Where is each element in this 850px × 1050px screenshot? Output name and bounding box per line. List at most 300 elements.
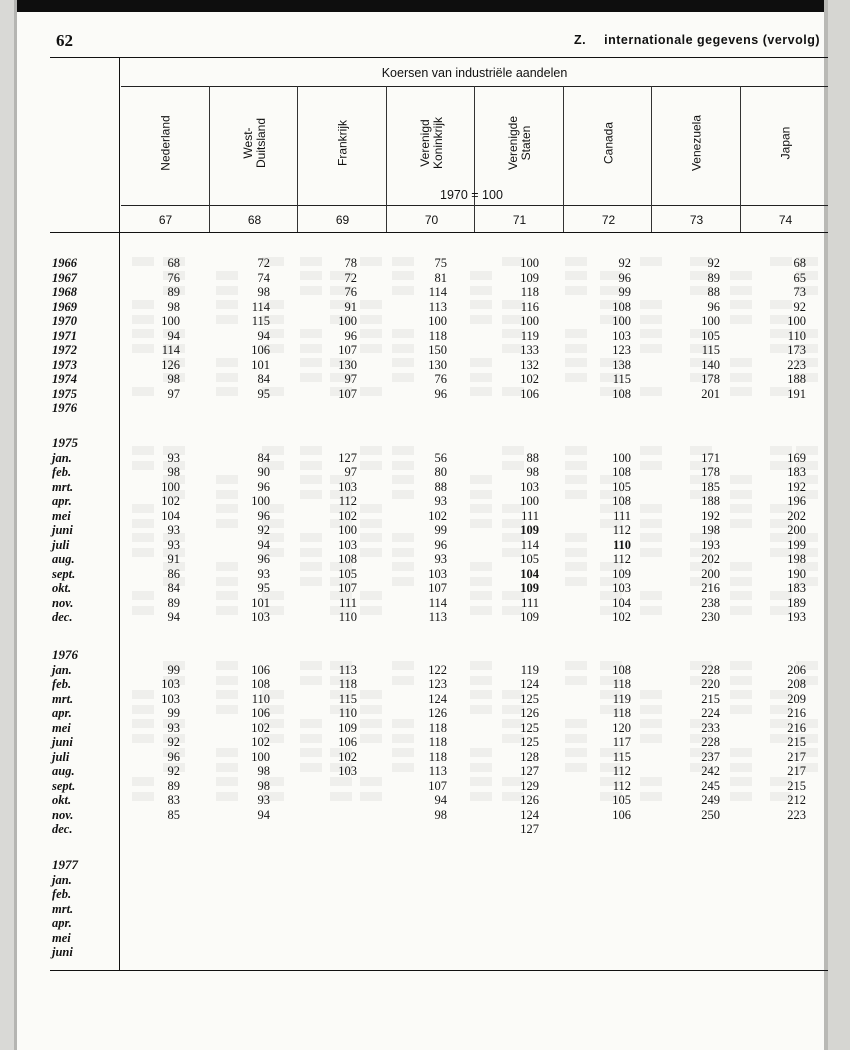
table-cell: 108 xyxy=(338,552,357,566)
show-through-mark xyxy=(730,315,752,324)
show-through-mark xyxy=(565,271,587,280)
column-number: 70 xyxy=(424,213,439,227)
column-number: 74 xyxy=(778,213,793,227)
table-cell: 130 xyxy=(428,357,447,372)
table-cell: 215 xyxy=(701,691,720,706)
table-cell: 189 xyxy=(787,595,806,610)
column-header-label: West- Duitsland xyxy=(240,117,268,169)
table-cell: 114 xyxy=(251,299,270,314)
show-through-mark xyxy=(640,461,662,470)
show-through-mark xyxy=(330,777,352,786)
table-cell: 130 xyxy=(338,357,357,372)
table-cell: 72 xyxy=(257,256,270,270)
table-cell: 102 xyxy=(612,610,631,624)
show-through-mark xyxy=(640,519,662,528)
table-cell: 83 xyxy=(167,793,180,807)
show-through-mark xyxy=(470,763,492,772)
table-cell: 102 xyxy=(338,749,357,764)
table-cell: 113 xyxy=(428,299,447,314)
show-through-mark xyxy=(640,548,662,557)
table-cell: 98 xyxy=(526,465,539,479)
show-through-mark xyxy=(360,387,382,396)
show-through-mark xyxy=(640,734,662,743)
table-cell: 109 xyxy=(520,610,539,624)
show-through-mark xyxy=(730,661,752,670)
table-cell: 92 xyxy=(257,523,270,537)
table-cell: 84 xyxy=(257,450,270,465)
show-through-mark xyxy=(565,329,587,338)
show-through-mark xyxy=(565,748,587,757)
table-cell: 95 xyxy=(257,386,270,401)
table-cell: 102 xyxy=(251,720,270,735)
show-through-mark xyxy=(565,661,587,670)
table-cell: 96 xyxy=(167,749,180,764)
table-cell: 118 xyxy=(428,735,447,749)
show-through-mark xyxy=(640,387,662,396)
table-cell: 78 xyxy=(344,256,357,270)
show-through-mark xyxy=(470,562,492,571)
table-cell: 120 xyxy=(612,720,631,735)
row-label: sept. xyxy=(52,778,76,793)
table-cell: 118 xyxy=(612,706,631,720)
table-cell: 88 xyxy=(526,450,539,465)
table-cell: 118 xyxy=(338,677,357,691)
show-through-mark xyxy=(360,690,382,699)
table-cell: 112 xyxy=(338,494,357,508)
table-cell: 217 xyxy=(787,749,806,764)
table-cell: 91 xyxy=(167,552,180,566)
table-cell: 128 xyxy=(520,749,539,764)
row-label: mrt. xyxy=(52,479,74,494)
table-cell: 92 xyxy=(707,256,720,270)
table-cell: 202 xyxy=(787,508,806,523)
table-cell: 81 xyxy=(434,270,447,285)
block-year-label: 1976 xyxy=(52,647,78,662)
table-cell: 123 xyxy=(428,677,447,691)
show-through-mark xyxy=(640,690,662,699)
show-through-mark xyxy=(470,387,492,396)
table-cell: 199 xyxy=(787,537,806,552)
table-cell: 96 xyxy=(618,270,631,285)
table-cell: 74 xyxy=(257,270,270,285)
table-cell: 200 xyxy=(787,523,806,537)
table-cell: 109 xyxy=(520,270,539,285)
table-cell: 183 xyxy=(787,465,806,479)
table-cell: 193 xyxy=(787,610,806,624)
show-through-mark xyxy=(565,286,587,295)
table-cell: 92 xyxy=(167,764,180,778)
row-label: juni xyxy=(52,945,73,959)
row-label: dec. xyxy=(52,610,73,624)
table-cell: 116 xyxy=(520,299,539,314)
table-cell: 100 xyxy=(520,494,539,508)
table-cell: 100 xyxy=(338,314,357,328)
row-label: 1968 xyxy=(52,285,77,299)
table-cell: 198 xyxy=(701,523,720,537)
table-cell: 73 xyxy=(793,285,806,299)
table-cell: 111 xyxy=(521,595,539,610)
show-through-mark xyxy=(565,562,587,571)
table-cell: 103 xyxy=(612,581,631,595)
table-cell: 85 xyxy=(167,807,180,822)
show-through-mark xyxy=(640,705,662,714)
show-through-mark xyxy=(470,358,492,367)
row-label: juni xyxy=(52,735,73,749)
table-cell: 94 xyxy=(257,328,270,343)
table-cell: 233 xyxy=(701,720,720,735)
table-cell: 56 xyxy=(434,450,447,465)
table-cell: 112 xyxy=(612,523,631,537)
show-through-mark xyxy=(360,446,382,455)
row-label: feb. xyxy=(52,887,72,901)
show-through-mark xyxy=(360,300,382,309)
table-cell: 188 xyxy=(701,494,720,508)
table-cell: 112 xyxy=(612,778,631,793)
show-through-mark xyxy=(360,257,382,266)
table-cell: 242 xyxy=(701,764,720,778)
table-cell: 105 xyxy=(612,479,631,494)
table-cell: 106 xyxy=(251,343,270,357)
column-number: 72 xyxy=(601,213,616,227)
table-cell: 201 xyxy=(701,386,720,401)
table-cell: 108 xyxy=(251,677,270,691)
table-cell: 192 xyxy=(787,479,806,494)
show-through-mark xyxy=(640,606,662,615)
row-label: 1970 xyxy=(52,314,77,328)
table-cell: 198 xyxy=(787,552,806,566)
show-through-mark xyxy=(470,690,492,699)
row-label: apr. xyxy=(52,706,72,720)
show-through-mark xyxy=(360,344,382,353)
row-label: 1971 xyxy=(52,328,77,343)
row-label: mei xyxy=(52,720,71,735)
column-number: 73 xyxy=(689,213,704,227)
table-cell: 93 xyxy=(167,523,180,537)
table-cell: 80 xyxy=(434,465,447,479)
row-label: aug. xyxy=(52,552,75,566)
table-cell: 105 xyxy=(612,793,631,807)
table-cell: 228 xyxy=(701,735,720,749)
show-through-mark xyxy=(565,548,587,557)
table-cell: 183 xyxy=(787,581,806,595)
table-cell: 100 xyxy=(161,314,180,328)
show-through-mark xyxy=(360,548,382,557)
show-through-mark xyxy=(565,461,587,470)
show-through-mark xyxy=(470,504,492,513)
column-header-label: Nederland xyxy=(158,115,172,171)
show-through-mark xyxy=(640,329,662,338)
chapter-title: internationale gegevens xyxy=(604,33,759,47)
table-cell: 110 xyxy=(338,610,357,624)
table-cell: 109 xyxy=(338,720,357,735)
table-cell: 127 xyxy=(338,450,357,465)
table-cell: 107 xyxy=(338,581,357,595)
row-label: apr. xyxy=(52,916,72,930)
row-label: jan. xyxy=(52,872,72,887)
column-header-label: Venezuela xyxy=(689,114,703,172)
table-cell: 109 xyxy=(520,523,539,537)
row-label: nov. xyxy=(52,595,74,610)
table-cell: 102 xyxy=(338,508,357,523)
table-cell: 94 xyxy=(167,610,180,624)
table-cell: 216 xyxy=(787,720,806,735)
table-cell: 89 xyxy=(707,270,720,285)
table-cell: 100 xyxy=(428,314,447,328)
table-cell: 93 xyxy=(257,566,270,581)
table-cell: 105 xyxy=(520,552,539,566)
table-cell: 100 xyxy=(338,523,357,537)
table-cell: 97 xyxy=(344,465,357,479)
show-through-mark xyxy=(470,676,492,685)
show-through-mark xyxy=(470,661,492,670)
column-number: 68 xyxy=(247,213,262,227)
table-cell: 98 xyxy=(167,465,180,479)
table-cell: 122 xyxy=(428,662,447,677)
row-label: nov. xyxy=(52,807,74,822)
row-label: okt. xyxy=(52,793,72,807)
show-through-mark xyxy=(730,577,752,586)
table-cell: 217 xyxy=(787,764,806,778)
column-header xyxy=(121,92,210,194)
table-cell: 98 xyxy=(167,372,180,386)
table-cell: 96 xyxy=(707,299,720,314)
show-through-mark xyxy=(640,300,662,309)
table-cell: 133 xyxy=(520,343,539,357)
table-cell: 107 xyxy=(338,343,357,357)
table-cell: 192 xyxy=(701,508,720,523)
show-through-mark xyxy=(730,271,752,280)
table-cell: 100 xyxy=(612,450,631,465)
table-cell: 94 xyxy=(257,537,270,552)
show-through-mark xyxy=(640,719,662,728)
table-cell: 216 xyxy=(787,706,806,720)
table-cell: 102 xyxy=(428,508,447,523)
show-through-mark xyxy=(640,257,662,266)
table-cell: 104 xyxy=(161,508,180,523)
show-through-mark xyxy=(360,734,382,743)
table-cell: 178 xyxy=(701,465,720,479)
table-cell: 75 xyxy=(434,256,447,270)
table-cell: 124 xyxy=(520,677,539,691)
table-cell: 84 xyxy=(167,581,180,595)
show-through-mark xyxy=(730,777,752,786)
column-header xyxy=(652,92,741,194)
show-through-mark xyxy=(565,577,587,586)
table-cell: 97 xyxy=(167,386,180,401)
show-through-mark xyxy=(470,519,492,528)
table-cell: 94 xyxy=(434,793,447,807)
table-cell: 223 xyxy=(787,807,806,822)
table-cell: 84 xyxy=(257,372,270,386)
table-cell: 114 xyxy=(520,537,539,552)
row-label: 1973 xyxy=(52,357,77,372)
table-cell: 238 xyxy=(701,595,720,610)
row-label: jan. xyxy=(52,450,72,465)
table-cell: 96 xyxy=(344,328,357,343)
show-through-mark xyxy=(640,792,662,801)
show-through-mark xyxy=(640,504,662,513)
table-cell: 98 xyxy=(167,299,180,314)
show-through-mark xyxy=(565,490,587,499)
table-cell: 108 xyxy=(612,662,631,677)
show-through-mark xyxy=(730,387,752,396)
column-number: 67 xyxy=(158,213,173,227)
table-cell: 100 xyxy=(161,479,180,494)
table-cell: 100 xyxy=(701,314,720,328)
table-cell: 113 xyxy=(428,764,447,778)
table-cell: 94 xyxy=(257,807,270,822)
show-through-mark xyxy=(330,792,352,801)
table-cell: 113 xyxy=(428,610,447,624)
table-cell: 96 xyxy=(257,479,270,494)
row-label: 1966 xyxy=(52,256,77,270)
show-through-mark xyxy=(730,358,752,367)
table-cell: 100 xyxy=(520,256,539,270)
table-cell: 103 xyxy=(338,479,357,494)
table-cell: 93 xyxy=(434,552,447,566)
table-cell: 150 xyxy=(428,343,447,357)
table-cell: 111 xyxy=(521,508,539,523)
table-cell: 106 xyxy=(612,807,631,822)
row-label: juni xyxy=(52,523,73,537)
table-cell: 104 xyxy=(612,595,631,610)
table-cell: 140 xyxy=(701,357,720,372)
show-through-mark xyxy=(730,591,752,600)
show-through-mark xyxy=(730,606,752,615)
show-through-mark xyxy=(470,748,492,757)
show-through-mark xyxy=(470,792,492,801)
table-cell: 99 xyxy=(434,523,447,537)
table-cell: 102 xyxy=(520,372,539,386)
table-cell: 118 xyxy=(612,677,631,691)
show-through-mark xyxy=(640,591,662,600)
row-label: aug. xyxy=(52,764,75,778)
table-cell: 103 xyxy=(338,764,357,778)
table-cell: 126 xyxy=(520,706,539,720)
show-through-mark xyxy=(565,533,587,542)
table-cell: 110 xyxy=(787,328,806,343)
table-cell: 191 xyxy=(787,386,806,401)
show-through-mark xyxy=(640,315,662,324)
show-through-mark xyxy=(470,777,492,786)
show-through-mark xyxy=(730,373,752,382)
table-cell: 114 xyxy=(428,595,447,610)
table-cell: 115 xyxy=(338,691,357,706)
table-cell: 100 xyxy=(787,314,806,328)
table-cell: 101 xyxy=(251,357,270,372)
row-label: 1974 xyxy=(52,372,77,386)
show-through-mark xyxy=(565,763,587,772)
show-through-mark xyxy=(730,504,752,513)
table-cell: 110 xyxy=(338,706,357,720)
column-header-label: Verenigde Staten xyxy=(505,115,533,171)
stub-divider xyxy=(119,57,120,970)
table-cell: 114 xyxy=(161,343,180,357)
table-cell: 97 xyxy=(344,372,357,386)
row-label: feb. xyxy=(52,677,72,691)
column-number: 71 xyxy=(512,213,527,227)
table-cell: 103 xyxy=(520,479,539,494)
row-label: mei xyxy=(52,930,71,945)
table-cell: 99 xyxy=(618,285,631,299)
table-cell: 125 xyxy=(520,735,539,749)
table-cell: 100 xyxy=(612,314,631,328)
table-cell: 107 xyxy=(428,581,447,595)
table-cell: 100 xyxy=(251,749,270,764)
table-title: Koersen van industriële aandelen xyxy=(381,66,568,80)
show-through-mark xyxy=(360,777,382,786)
table-cell: 171 xyxy=(701,450,720,465)
table-cell: 237 xyxy=(701,749,720,764)
chapter-suffix: (vervolg) xyxy=(762,33,820,47)
table-cell: 93 xyxy=(434,494,447,508)
table-cell: 230 xyxy=(701,610,720,624)
table-cell: 107 xyxy=(338,386,357,401)
show-through-mark xyxy=(730,519,752,528)
table-cell: 109 xyxy=(520,581,539,595)
table-cell: 68 xyxy=(167,256,180,270)
table-cell: 138 xyxy=(612,357,631,372)
column-header-label: Verenigd Koninkrijk xyxy=(417,116,445,170)
table-cell: 96 xyxy=(434,537,447,552)
column-header xyxy=(387,92,476,194)
column-header xyxy=(741,92,830,194)
table-cell: 100 xyxy=(520,314,539,328)
row-label: juli xyxy=(52,749,70,764)
table-cell: 92 xyxy=(618,256,631,270)
table-cell: 93 xyxy=(167,537,180,552)
table-cell: 115 xyxy=(701,343,720,357)
show-through-mark xyxy=(640,777,662,786)
show-through-mark xyxy=(360,533,382,542)
table-cell: 215 xyxy=(787,735,806,749)
table-cell: 102 xyxy=(161,494,180,508)
show-through-mark xyxy=(730,748,752,757)
table-cell: 106 xyxy=(251,662,270,677)
show-through-mark xyxy=(730,475,752,484)
table-cell: 115 xyxy=(612,749,631,764)
table-cell: 119 xyxy=(520,662,539,677)
table-cell: 98 xyxy=(257,764,270,778)
show-through-mark xyxy=(565,734,587,743)
show-through-mark xyxy=(730,763,752,772)
row-label: feb. xyxy=(52,465,72,479)
show-through-mark xyxy=(730,690,752,699)
table-cell: 98 xyxy=(257,285,270,299)
show-through-mark xyxy=(565,446,587,455)
table-cell: 76 xyxy=(344,285,357,299)
show-through-mark xyxy=(470,475,492,484)
table-top-rule xyxy=(50,57,828,58)
table-cell: 125 xyxy=(520,720,539,735)
table-cell: 108 xyxy=(612,465,631,479)
column-header-label: Frankrijk xyxy=(335,119,349,167)
table-cell: 126 xyxy=(161,357,180,372)
table-cell: 86 xyxy=(167,566,180,581)
table-cell: 98 xyxy=(434,807,447,822)
table-cell: 249 xyxy=(701,793,720,807)
show-through-mark xyxy=(360,792,382,801)
table-cell: 215 xyxy=(787,778,806,793)
row-label: apr. xyxy=(52,494,72,508)
show-through-mark xyxy=(470,271,492,280)
table-cell: 132 xyxy=(520,357,539,372)
table-cell: 106 xyxy=(338,735,357,749)
table-cell: 76 xyxy=(167,270,180,285)
table-cell: 72 xyxy=(344,270,357,285)
table-cell: 93 xyxy=(167,450,180,465)
show-through-mark xyxy=(360,606,382,615)
